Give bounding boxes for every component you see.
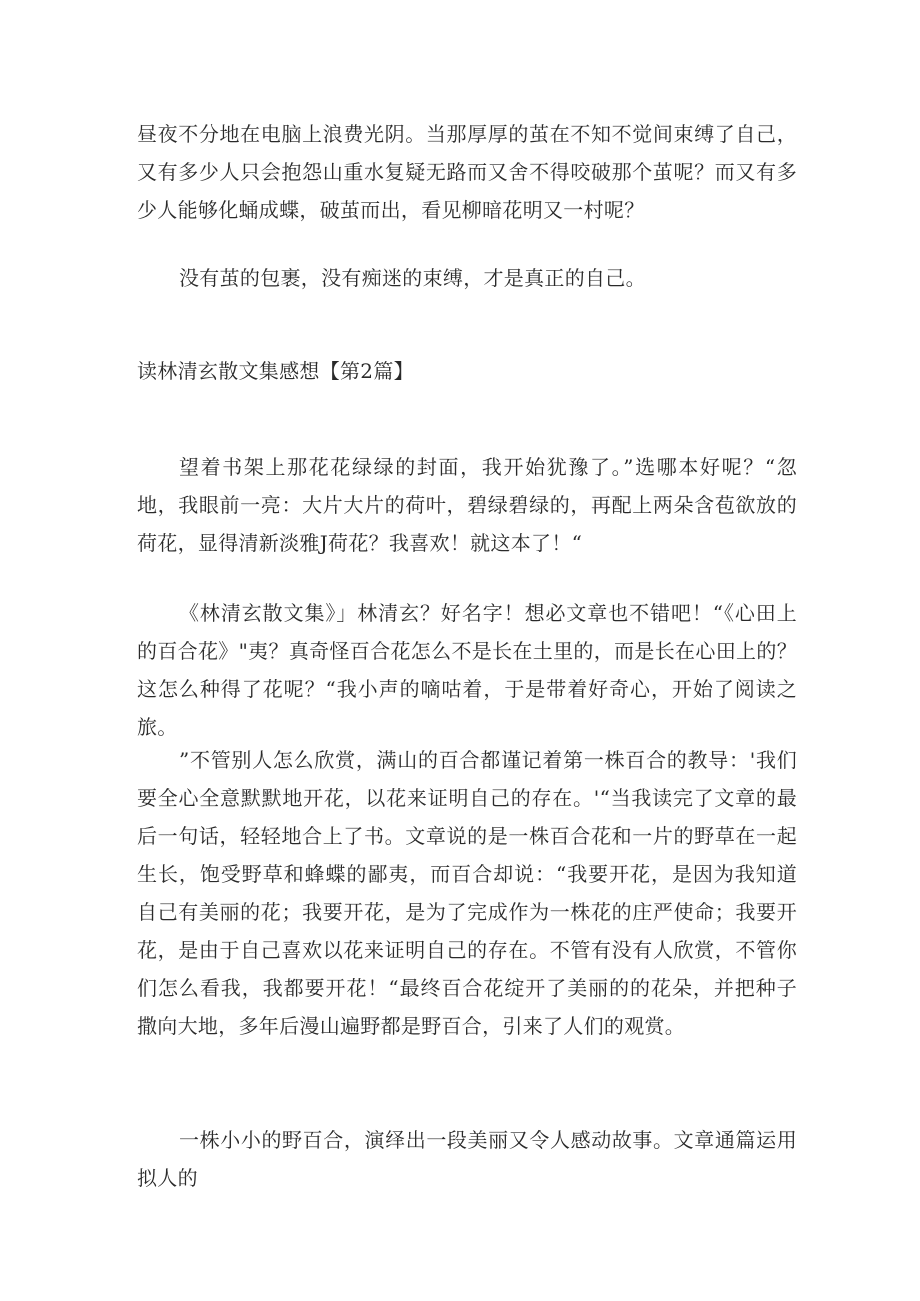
section-heading: 读林清玄散文集感想【第2篇】 — [137, 359, 414, 383]
paragraph-lily-story: ”不管别人怎么欣赏，满山的百合都谨记着第一株百合的教导：'我们要全心全意默默地开花，以花来证明自己的存在。'“当我读完了文章的最后一句话，轻轻地合上了书。文章说的是一株百合花和一片的野草在一起生长，饱受野草和蜂蝶的鄙夷，而百合却说：“我要开花，是因为我知道自己有美丽的花；我要开花，是为了完成作为一株花的庄严使命；我要开花，是由于自己喜欢以花来证明自己的存在。不管有没有人欣赏，不管你们怎么看我，我都要开花！“最终百合花绽开了美丽的的花朵，并把种子撒向大地，多年后漫山遍野都是野百合，引来了人们的观赏。 — [137, 748, 797, 1038]
paragraph-bookshelf: 望着书架上那花花绿绿的封面，我开始犹豫了。”选哪本好呢？“忽地，我眼前一亮：大片大片的荷叶，碧绿碧绿的，再配上两朵含苞欲放的荷花，显得清新淡雅J荷花？我喜欢！就这本了！“ — [137, 455, 797, 555]
paragraph-book-title: 《林清玄散文集》」林清玄？好名字！想必文章也不错吧！“《心田上的百合花》"夷？真奇怪百合花怎么不是长在土里的，而是长在心田上的？这怎么种得了花呢？“我小声的嘀咕着，于是带着好奇心，开始了阅读之旅。 — [137, 601, 797, 739]
paragraph-cocoon-conclusion: 没有茧的包裹，没有痴迷的束缚，才是真正的自己。 — [179, 266, 646, 290]
paragraph-lily-reflection: 一株小小的野百合，演绎出一段美丽又令人感动故事。文章通篇运用拟人的 — [137, 1128, 797, 1190]
paragraph-cocoon-continuation: 昼夜不分地在电脑上浪费光阴。当那厚厚的茧在不知不觉间束缚了自己，又有多少人只会抱怨山重水复疑无路而又舍不得咬破那个茧呢？而又有多少人能够化蛹成蝶，破茧而出，看见柳暗花明又一村呢？ — [137, 122, 797, 222]
